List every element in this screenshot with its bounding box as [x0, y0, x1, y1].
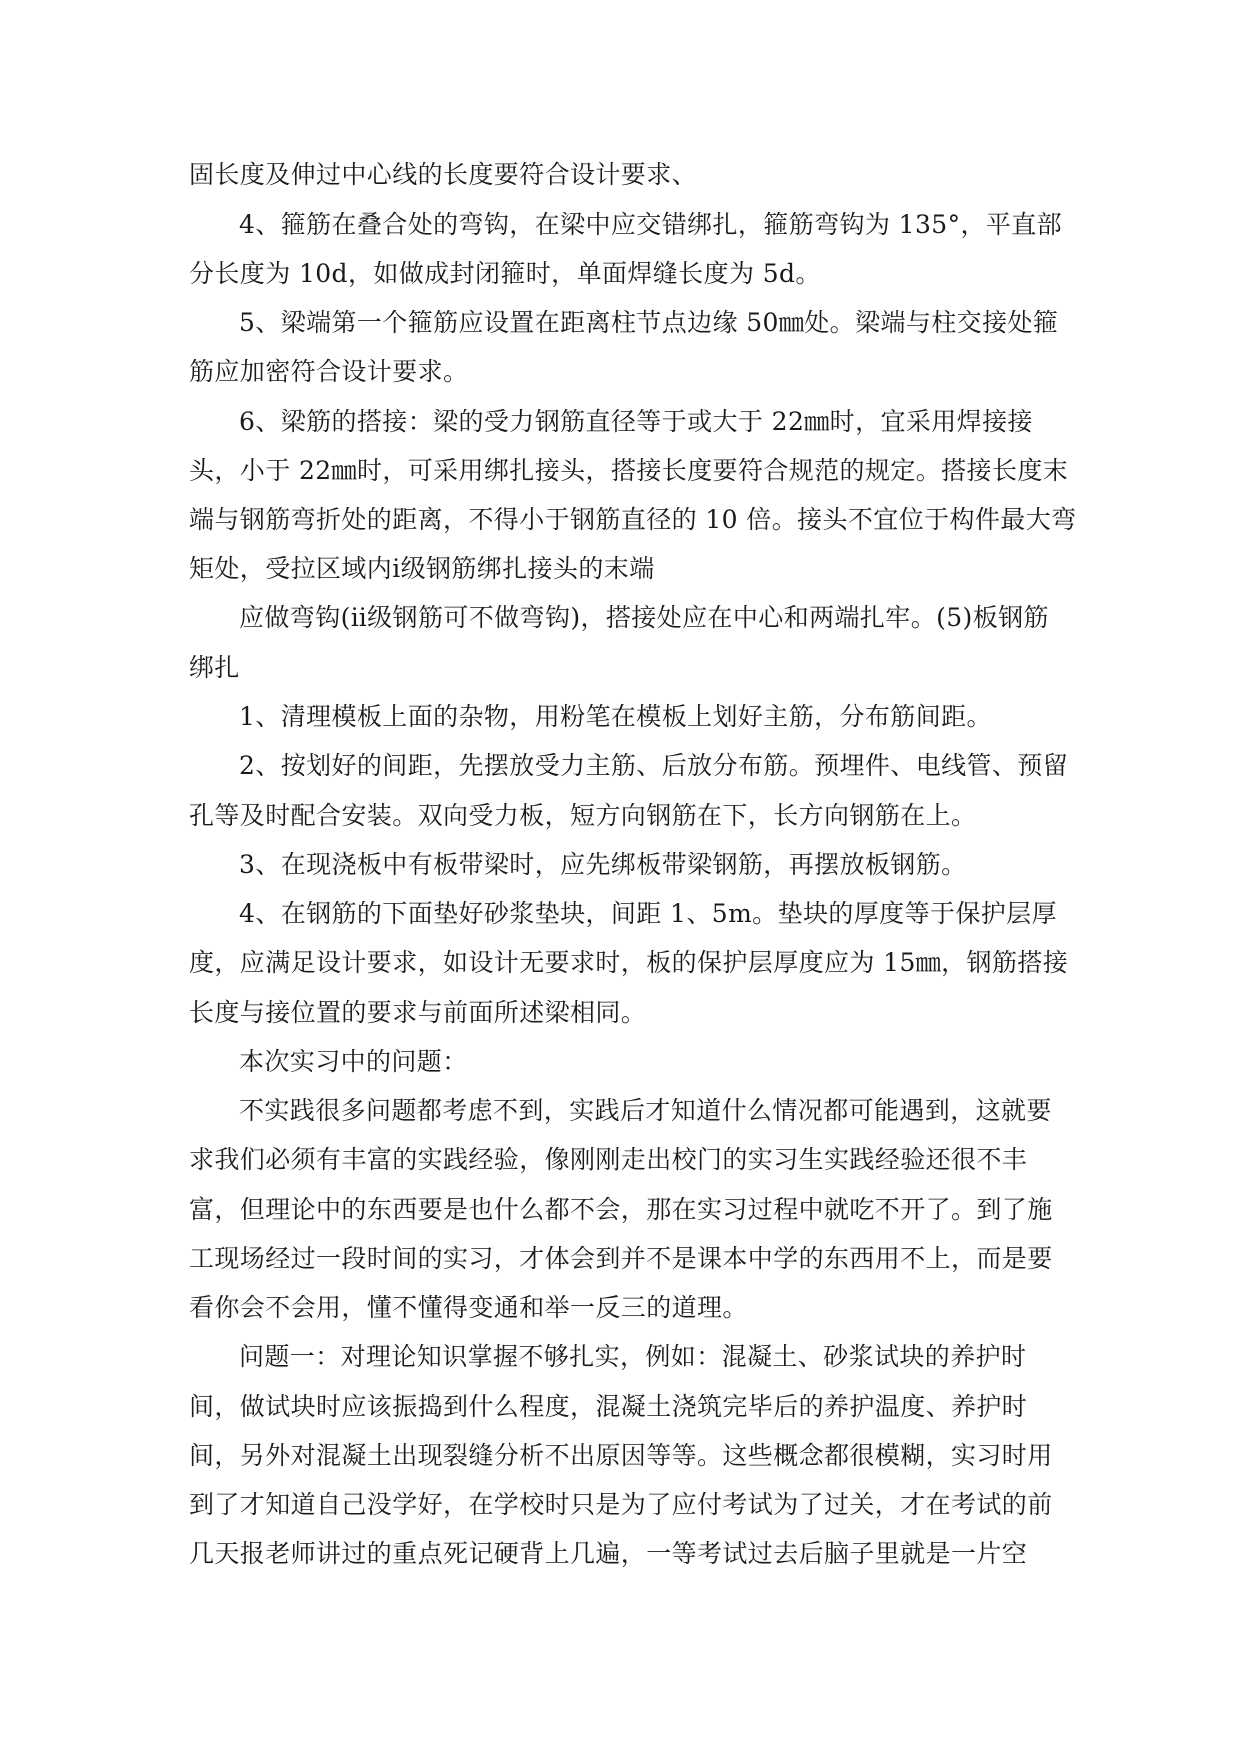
text-line: 度，应满足设计要求，如设计无要求时，板的保护层厚度应为 15㎜，钢筋搭接	[189, 948, 1069, 977]
text-line: 绑扎	[189, 653, 240, 682]
text-line: 求我们必须有丰富的实践经验，像刚刚走出校门的实习生实践经验还很不丰	[189, 1145, 1028, 1174]
text-line: 本次实习中的问题：	[239, 1047, 468, 1076]
text-line: 1、清理模板上面的杂物，用粉笔在模板上划好主筋，分布筋间距。	[239, 702, 992, 731]
text-line: 富，但理论中的东西要是也什么都不会，那在实习过程中就吃不开了。到了施	[189, 1195, 1053, 1224]
text-line: 固长度及伸过中心线的长度要符合设计要求、	[189, 160, 698, 189]
text-line: 分长度为 10d，如做成封闭箍时，单面焊缝长度为 5d。	[189, 259, 821, 288]
text-line: 端与钢筋弯折处的距离，不得小于钢筋直径的 10 倍。接头不宜位于构件最大弯	[189, 505, 1077, 534]
text-line: 工现场经过一段时间的实习，才体会到并不是课本中学的东西用不上，而是要	[189, 1244, 1053, 1273]
text-line: 不实践很多问题都考虑不到，实践后才知道什么情况都可能遇到，这就要	[239, 1096, 1052, 1125]
text-line: 4、箍筋在叠合处的弯钩，在梁中应交错绑扎，箍筋弯钩为 135°，平直部	[239, 210, 1063, 239]
text-line: 应做弯钩(ⅱ级钢筋可不做弯钩)，搭接处应在中心和两端扎牢。(5)板钢筋	[239, 603, 1049, 632]
text-line: 长度与接位置的要求与前面所述梁相同。	[189, 998, 647, 1027]
text-line: 2、按划好的间距，先摆放受力主筋、后放分布筋。预埋件、电线管、预留	[239, 751, 1069, 780]
text-line: 孔等及时配合安装。双向受力板，短方向钢筋在下，长方向钢筋在上。	[189, 801, 977, 830]
text-line: 3、在现浇板中有板带梁时，应先绑板带梁钢筋，再摆放板钢筋。	[239, 850, 967, 879]
text-line: 筋应加密符合设计要求。	[189, 357, 469, 386]
text-line: 头，小于 22㎜时，可采用绑扎接头，搭接长度要符合规范的规定。搭接长度末	[189, 456, 1069, 485]
text-line: 矩处，受拉区域内ⅰ级钢筋绑扎接头的末端	[189, 554, 655, 583]
text-line: 间，另外对混凝土出现裂缝分析不出原因等等。这些概念都很模糊，实习时用	[189, 1441, 1053, 1470]
text-line: 4、在钢筋的下面垫好砂浆垫块，间距 1、5m。垫块的厚度等于保护层厚	[239, 899, 1057, 928]
text-line: 到了才知道自己没学好，在学校时只是为了应付考试为了过关，才在考试的前	[189, 1490, 1053, 1519]
text-line: 5、梁端第一个箍筋应设置在距离柱节点边缘 50㎜处。梁端与柱交接处箍	[239, 308, 1059, 337]
text-line: 6、梁筋的搭接：梁的受力钢筋直径等于或大于 22㎜时，宜采用焊接接	[239, 407, 1033, 436]
text-line: 间，做试块时应该振捣到什么程度，混凝土浇筑完毕后的养护温度、养护时	[189, 1392, 1028, 1421]
text-line: 几天报老师讲过的重点死记硬背上几遍，一等考试过去后脑子里就是一片空	[189, 1539, 1028, 1568]
text-line: 看你会不会用，懂不懂得变通和举一反三的道理。	[189, 1293, 748, 1322]
text-line: 问题一：对理论知识掌握不够扎实，例如：混凝土、砂浆试块的养护时	[239, 1342, 1027, 1371]
